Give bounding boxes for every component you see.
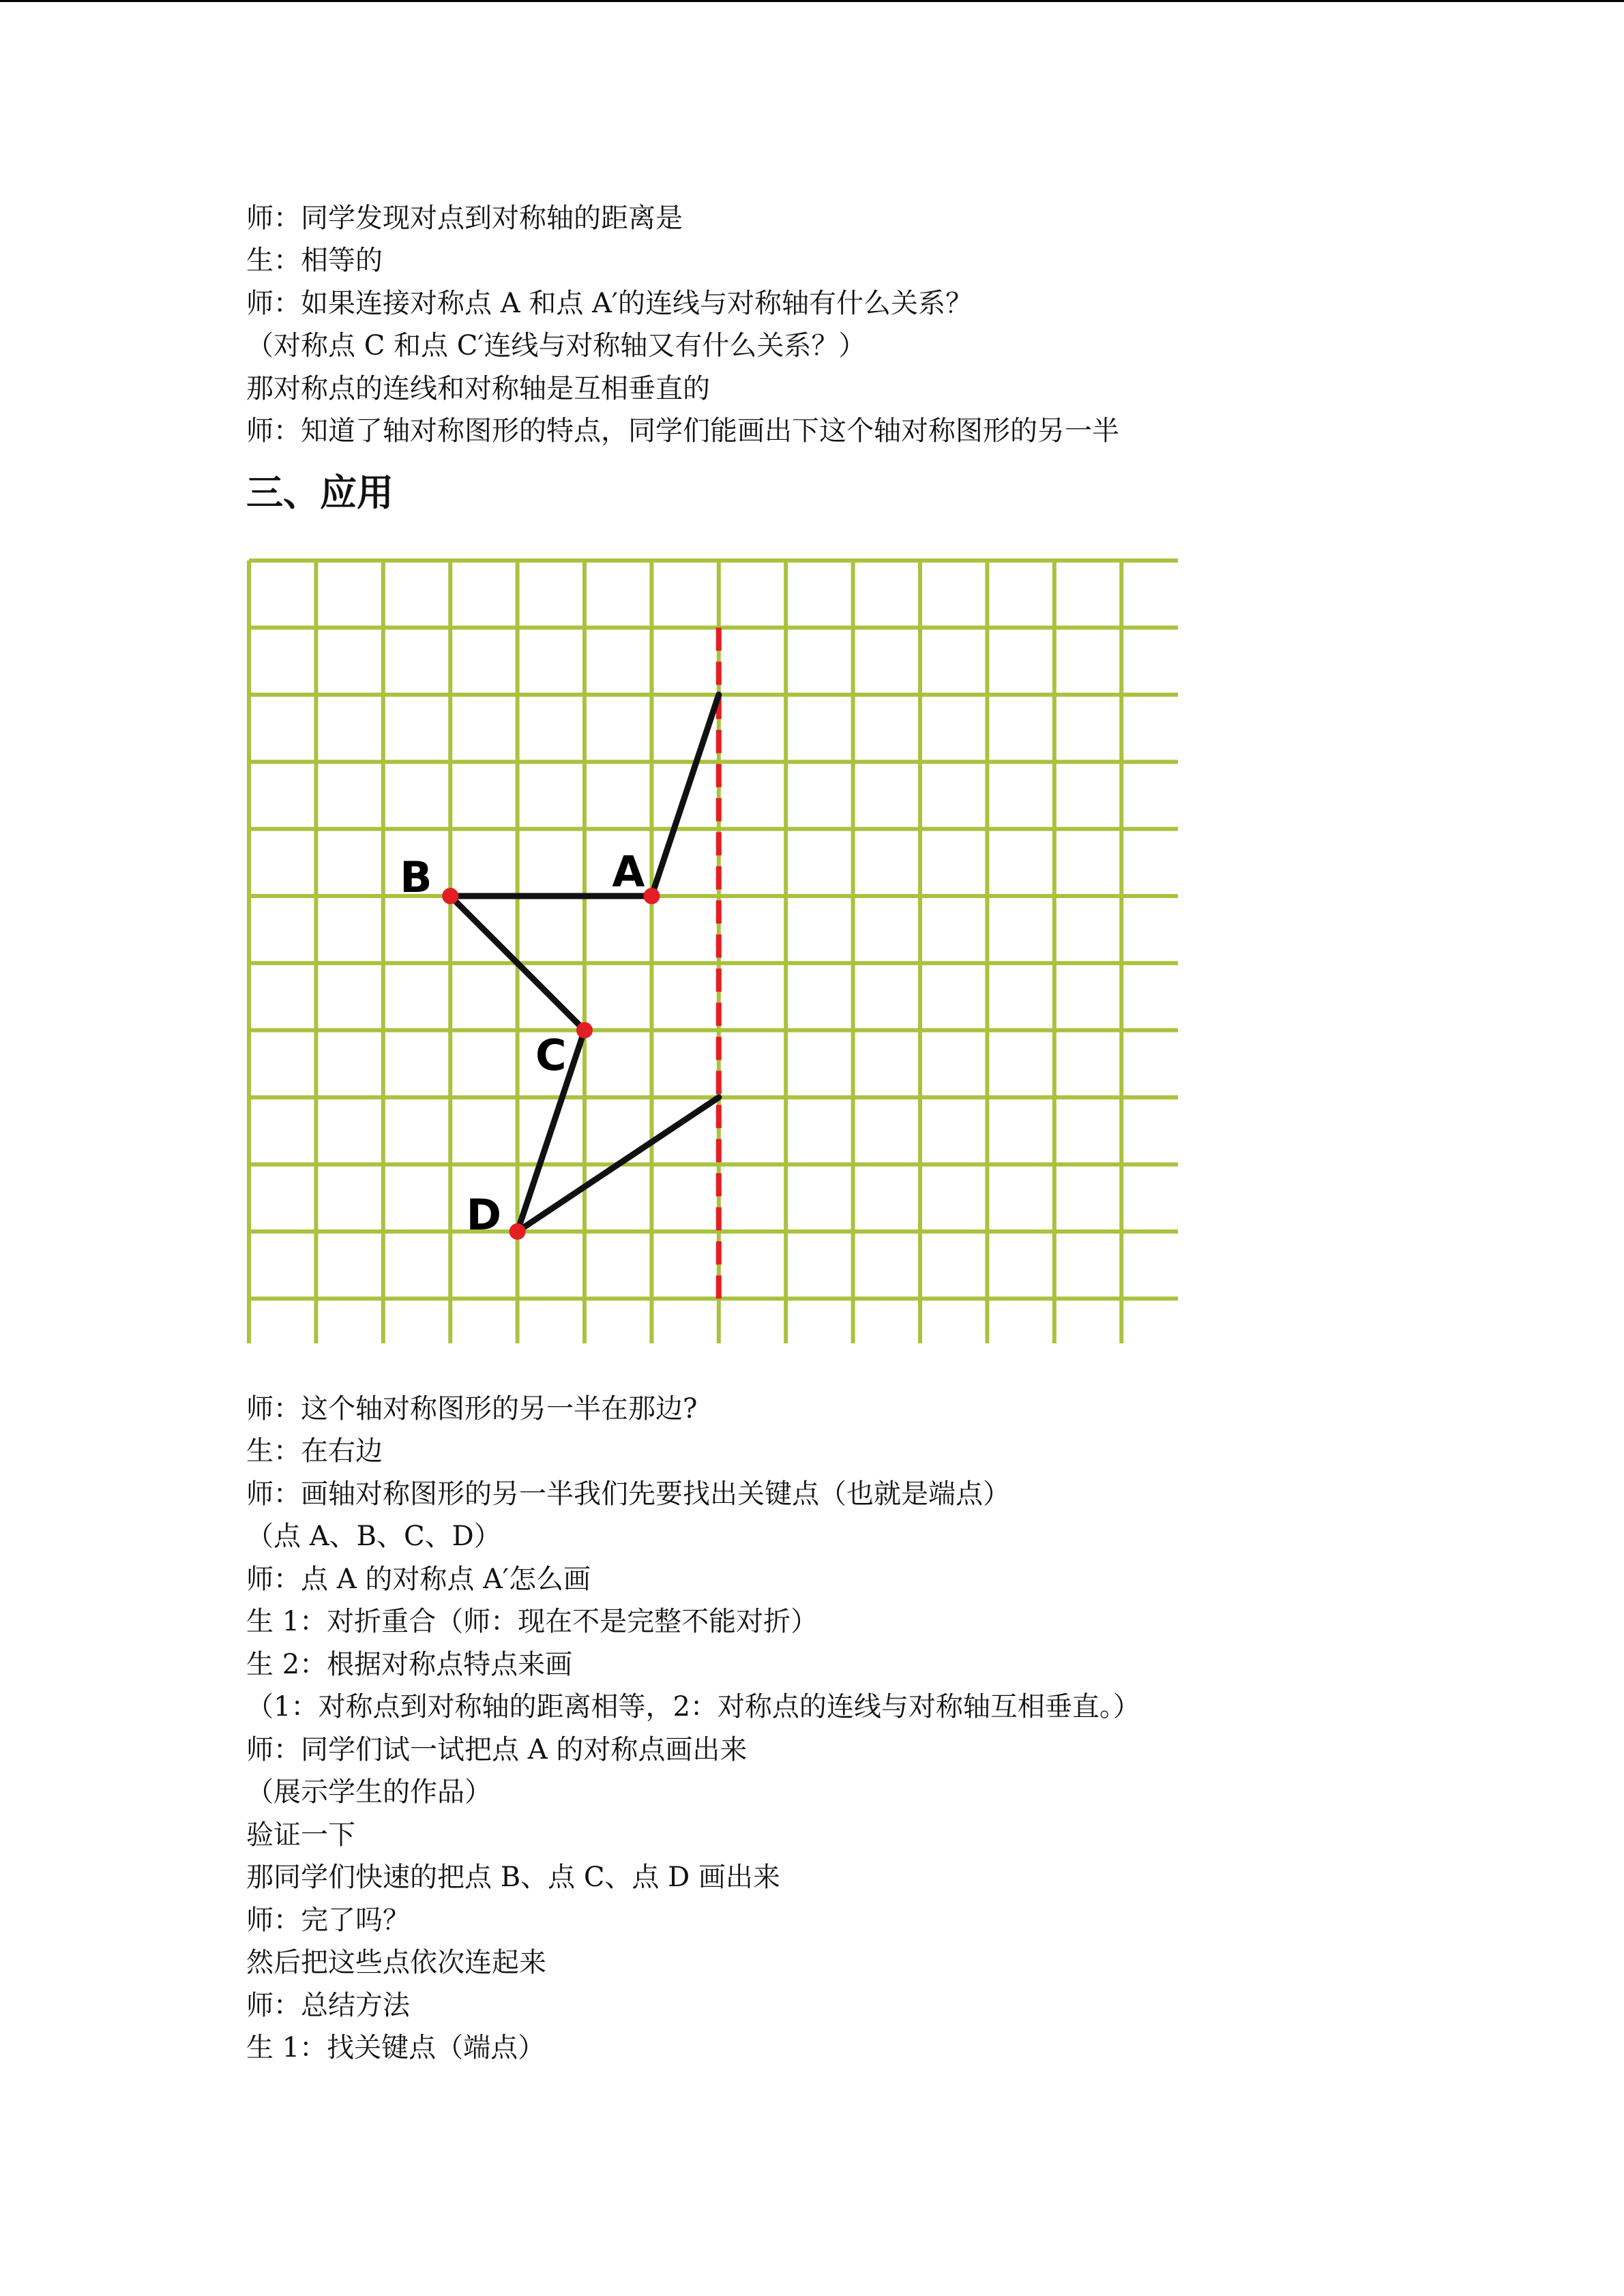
point-a-marker	[643, 888, 660, 904]
dialogue-line: 生：在右边	[246, 1435, 383, 1467]
dialogue-line: 师：如果连接对称点 A 和点 A′的连线与对称轴有什么关系？	[246, 288, 973, 319]
point-d-marker	[510, 1223, 526, 1240]
dialogue-line: 师：这个轴对称图形的另一半在那边?	[246, 1393, 698, 1425]
dialogue-line: （展示学生的作品）	[246, 1776, 492, 1808]
point-c-label: C	[535, 1030, 567, 1080]
dialogue-line: 师：总结方法	[246, 1990, 410, 2021]
dialogue-line: 那对称点的连线和对称轴是互相垂直的	[246, 373, 710, 404]
point-d-label: D	[466, 1190, 502, 1240]
dialogue-line: 师：点 A 的对称点 A′怎么画	[246, 1564, 591, 1595]
symmetry-grid-figure	[246, 558, 1178, 1343]
dialogue-line: （1：对称点到对称轴的距离相等，2：对称点的连线与对称轴互相垂直。）	[246, 1691, 1140, 1723]
dialogue-line: 生 1：找关键点（端点）	[246, 2032, 546, 2063]
dialogue-line: 生 1：对折重合（师：现在不是完整不能对折）	[246, 1606, 818, 1637]
dialogue-line: （点 A、B、C、D）	[246, 1521, 501, 1552]
dialogue-line: 生：相等的	[246, 245, 383, 276]
dialogue-line: 验证一下	[246, 1819, 355, 1851]
dialogue-line: 师：画轴对称图形的另一半我们先要找出关键点（也就是端点）	[246, 1478, 1010, 1510]
dialogue-line: 师：知道了轴对称图形的特点，同学们能画出下这个轴对称图形的另一半	[246, 415, 1119, 447]
key-points	[400, 847, 660, 1240]
point-b-marker	[442, 888, 458, 904]
page-top-border	[0, 0, 1624, 2]
dialogue-line: （对称点 C 和点 C′连线与对称轴又有什么关系？）	[246, 330, 866, 361]
point-c-marker	[576, 1022, 593, 1039]
dialogue-line: 那同学们快速的把点 B、点 C、点 D 画出来	[246, 1862, 780, 1893]
dialogue-line: 然后把这些点依次连起来	[246, 1947, 546, 1978]
point-a-label: A	[612, 847, 645, 897]
dialogue-line: 生 2：根据对称点特点来画	[246, 1649, 573, 1680]
dialogue-line: 师：同学发现对点到对称轴的距离是	[246, 203, 683, 234]
section-heading: 三、应用	[246, 471, 394, 514]
dialogue-line: 师：同学们试一试把点 A 的对称点画出来	[246, 1734, 748, 1765]
grid	[249, 561, 1178, 1343]
dialogue-line: 师：完了吗？	[246, 1905, 410, 1936]
point-b-label: B	[400, 852, 432, 902]
